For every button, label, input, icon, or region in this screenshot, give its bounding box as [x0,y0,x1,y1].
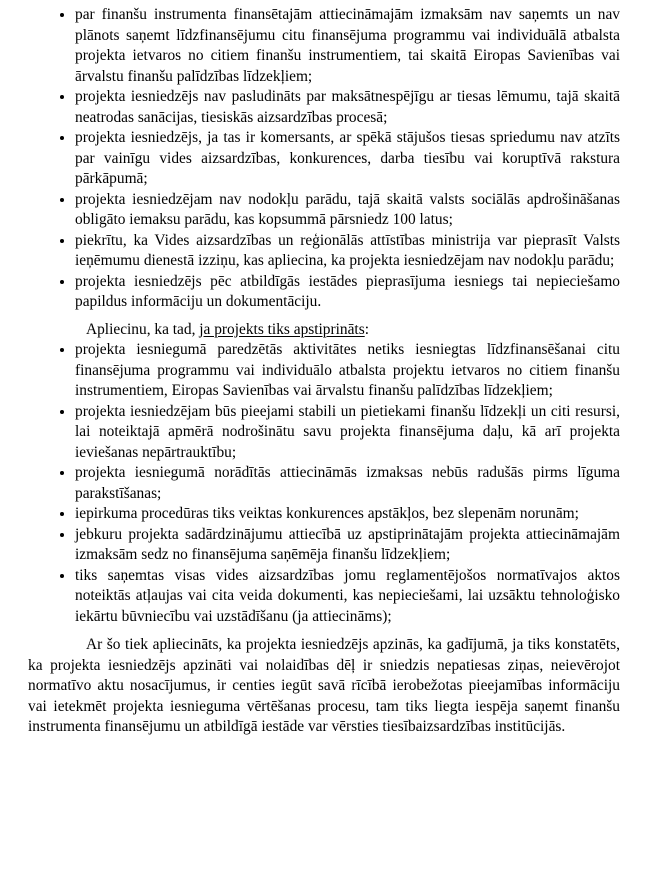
list-item: • projekta iesniedzējam būs pieejami stabili un pietiekami finanšu līdzekļi un citi resursi, lai noteiktajā apmērā nodrošinātu savu projekta finansējuma daļu, kā arī projekta ieviešanas nepārtrauktību; [75,402,620,464]
list-item: • par finanšu instrumenta finansētajām attiecināmajām izmaksām nav saņemts un nav plānots saņemt līdzfinansējumu citu finansējuma programmu vai individuālā atbalsta projekta ietvaros no citiem finanšu instrumentiem, tai skaitā Eiropas Savienības vai ārvalstu finanšu palīdzības līdzekļiem; [75,5,620,87]
declaration-list-1 [28,5,620,313]
closing-paragraph: Ar šo tiek apliecināts, ka projekta iesniedzējs apzinās, ka gadījumā, ja tiks konstatēts, ka projekta iesniedzējs apzināti vai nolaidības dēļ ir sniedzis nepatiesas ziņas, neievērojot normatīvo aktu nosacījumus, ir centies iegūt savā rīcībā ierobežotas pieejamības informāciju vai ietekmēt projekta iesnieguma vērtēšanas procesu, tam tiks liegta iespēja saņemt finanšu instrumenta finansējumu un atbildīgā iestāde var vērsties tiesībaizsardzības institūcijās. [28,636,620,735]
list-item: • projekta iesniedzējs, ja tas ir komersants, ar spēkā stājušos tiesas spriedumu nav atzīts par vainīgu vides aizsardzības, konkurences, darba tiesību vai koruptīvā rakstura pārkāpumā; [75,128,620,190]
declaration-list-2 [28,340,620,627]
list-item: • iepirkuma procedūras tiks veiktas konkurences apstākļos, bez slepenām norunām; [75,504,620,525]
list-item: • tiks saņemtas visas vides aizsardzības jomu reglamentējošos normatīvajos aktos noteiktās atļaujas vai cita veida dokumenti, kas nepieciešami, lai uzsāktu tehnoloģisko iekārtu būvniecību vai uzstādīšanu (ja attiecināms); [75,566,620,628]
heading-prefix: Apliecinu, ka tad, [86,320,200,338]
heading-suffix: : [364,320,369,338]
list-item: • piekrītu, ka Vides aizsardzības un reģionālās attīstības ministrija var pieprasīt Valsts ieņēmumu dienestā izziņu, kas apliecina, ka projekta iesniedzējam nav nodokļu parādu; [75,231,620,272]
list-item: • jebkuru projekta sadārdzinājumu attiecībā uz apstiprinātajām projekta attiecināmajām izmaksām sedz no finansējuma saņēmēja finanšu līdzekļiem; [75,525,620,566]
section-heading [28,320,620,341]
list-item: • projekta iesniegumā norādītās attiecināmās izmaksas nebūs radušās pirms līguma parakstīšanas; [75,463,620,504]
heading-underlined-phrase: ja projekts tiks apstiprināts [199,320,365,338]
document-page [28,5,620,738]
list-item: • projekta iesniegumā paredzētās aktivitātes netiks iesniegtas līdzfinansēšanai citu finansējuma programmu vai individuālo atbalsta projektu ietvaros no citiem finanšu instrumentiem, Eiropas Savienības vai ārvalstu finanšu palīdzības līdzekļiem; [75,340,620,402]
list-item: • projekta iesniedzējam nav nodokļu parādu, tajā skaitā valsts sociālās apdrošināšanas obligāto iemaksu parādu, kas kopsummā pārsniedz 100 latus; [75,190,620,231]
list-item: • projekta iesniedzējs nav pasludināts par maksātnespējīgu ar tiesas lēmumu, tajā skaitā neatrodas sanācijas, tiesiskās aizsardzības procesā; [75,87,620,128]
list-item: • projekta iesniedzējs pēc atbildīgās iestādes pieprasījuma iesniegs tai nepieciešamo papildus informāciju un dokumentāciju. [75,272,620,313]
